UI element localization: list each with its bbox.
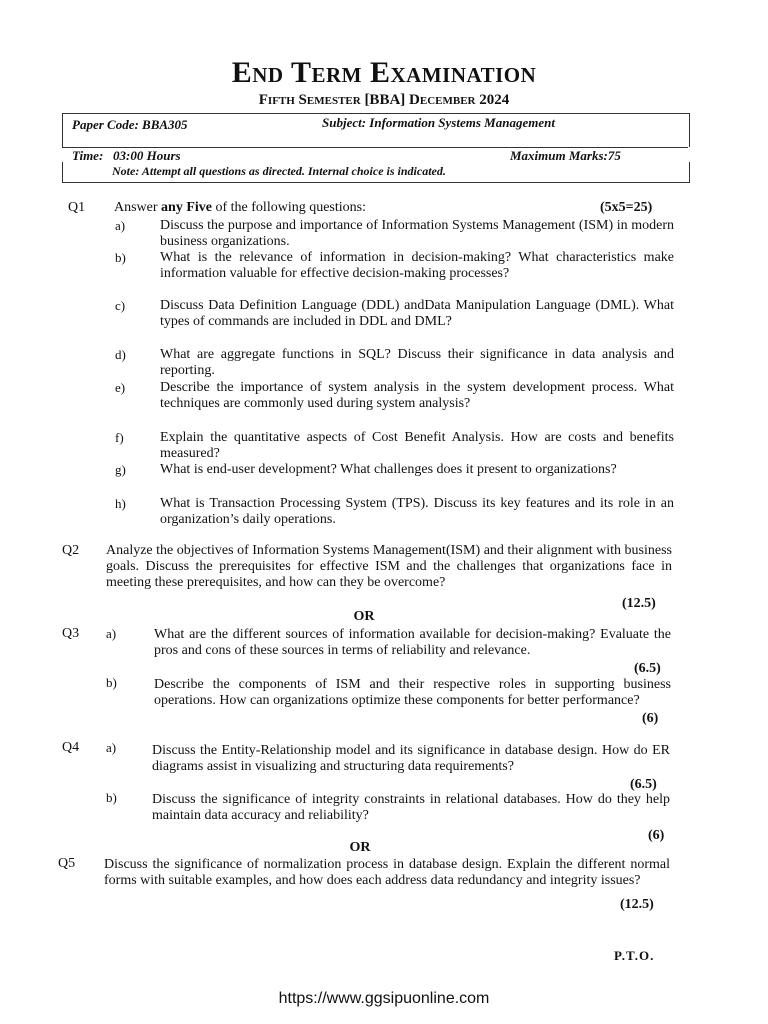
q5-marks: (12.5) [620, 897, 654, 912]
exam-title: End Term Examination [231, 56, 537, 89]
q1-part-label: a) [115, 218, 126, 233]
time-label: Time: [72, 148, 104, 163]
maximum-marks: Maximum Marks:75 [510, 148, 621, 163]
q1-part-label: g) [115, 462, 126, 477]
q1-number: Q1 [68, 200, 86, 215]
q3-part-text: What are the different sources of information available for decision-making? Evaluate the pros and cons of these sources in terms of reliability and relevance. [154, 627, 671, 658]
q1-part-text: What is the relevance of information in decision-making? What characteristics make information valuable for effective decision-making processes? [160, 250, 674, 281]
q1-part-label: h) [115, 496, 126, 511]
q1-part-label: e) [115, 380, 126, 395]
q1-marks: (5x5=25) [600, 200, 653, 215]
q1-part-label: d) [115, 347, 126, 362]
q4-number: Q4 [62, 740, 80, 755]
q4-part-label: b) [106, 790, 117, 805]
q1-part-text: Describe the importance of system analysis in the system development process. What techniques are commonly used during system analysis? [160, 380, 674, 411]
q3-part-label: b) [106, 675, 117, 690]
q1-part-text: What is Transaction Processing System (TPS). Discuss its key features and its role in an organization’s daily operations. [160, 496, 674, 527]
q3-number: Q3 [62, 626, 80, 641]
q1-part-label: b) [115, 250, 126, 265]
pto-label: P.T.O. [614, 948, 655, 963]
subject: Subject: Information Systems Management [322, 115, 555, 130]
or-separator: OR [353, 609, 375, 624]
time-value: 03:00 Hours [113, 148, 181, 163]
q4-part-text: Discuss the significance of integrity constraints in relational databases. How do they help maintain data accuracy and reliability? [152, 792, 670, 823]
or-separator: OR [349, 840, 371, 855]
q1-part-label: c) [115, 298, 126, 313]
q3-part-marks: (6.5) [634, 661, 661, 676]
q2-text: Analyze the objectives of Information Systems Management(ISM) and their alignment with business goals. Discuss the prerequisites for effective ISM and the challenges that organizations face in meeting these prerequisites, and how can they be overcome? [106, 543, 672, 590]
q1-part-text: Discuss the purpose and importance of Information Systems Management (ISM) in modern business organizations. [160, 218, 674, 249]
q3-part-label: a) [106, 626, 117, 641]
q1-intro-bold: any Five [161, 200, 212, 215]
q2-marks: (12.5) [622, 596, 656, 611]
q1-part-text: Explain the quantitative aspects of Cost Benefit Analysis. How are costs and benefits measured? [160, 430, 674, 461]
q4-part-label: a) [106, 740, 117, 755]
q1-part-text: What is end-user development? What challenges does it present to organizations? [160, 462, 617, 477]
q4-part-marks: (6) [648, 828, 665, 843]
exam-note: Note: Attempt all questions as directed. Internal choice is indicated. [112, 164, 446, 178]
q2-number: Q2 [62, 543, 80, 558]
paper-code: Paper Code: BBA305 [72, 117, 188, 132]
q1-part-text: Discuss Data Definition Language (DDL) andData Manipulation Language (DML). What types of commands are included in DDL and DML? [160, 298, 674, 329]
q1-part-text: What are aggregate functions in SQL? Discuss their significance in data analysis and reporting. [160, 347, 674, 378]
footer-url[interactable]: https://www.ggsipuonline.com [278, 990, 490, 1007]
q1-intro [114, 200, 366, 216]
q5-text: Discuss the significance of normalization process in database design. Explain the different normal forms with suitable examples, and how does each address data redundancy and integrity issues? [104, 857, 670, 888]
q1-intro-suffix: of the following questions: [212, 200, 366, 215]
q5-number: Q5 [58, 856, 76, 871]
exam-subtitle: Fifth Semester [BBA] December 2024 [258, 92, 510, 108]
q4-part-marks: (6.5) [630, 777, 657, 792]
q1-part-label: f) [115, 430, 124, 445]
q3-part-text: Describe the components of ISM and their respective roles in supporting business operations. How can organizations optimize these components for better performance? [154, 677, 671, 708]
q1-intro-prefix: Answer [114, 200, 162, 215]
q4-part-text: Discuss the Entity-Relationship model and its significance in database design. How do ER diagrams assist in visualizing and structuring data requirements? [152, 743, 670, 774]
q3-part-marks: (6) [642, 711, 659, 726]
